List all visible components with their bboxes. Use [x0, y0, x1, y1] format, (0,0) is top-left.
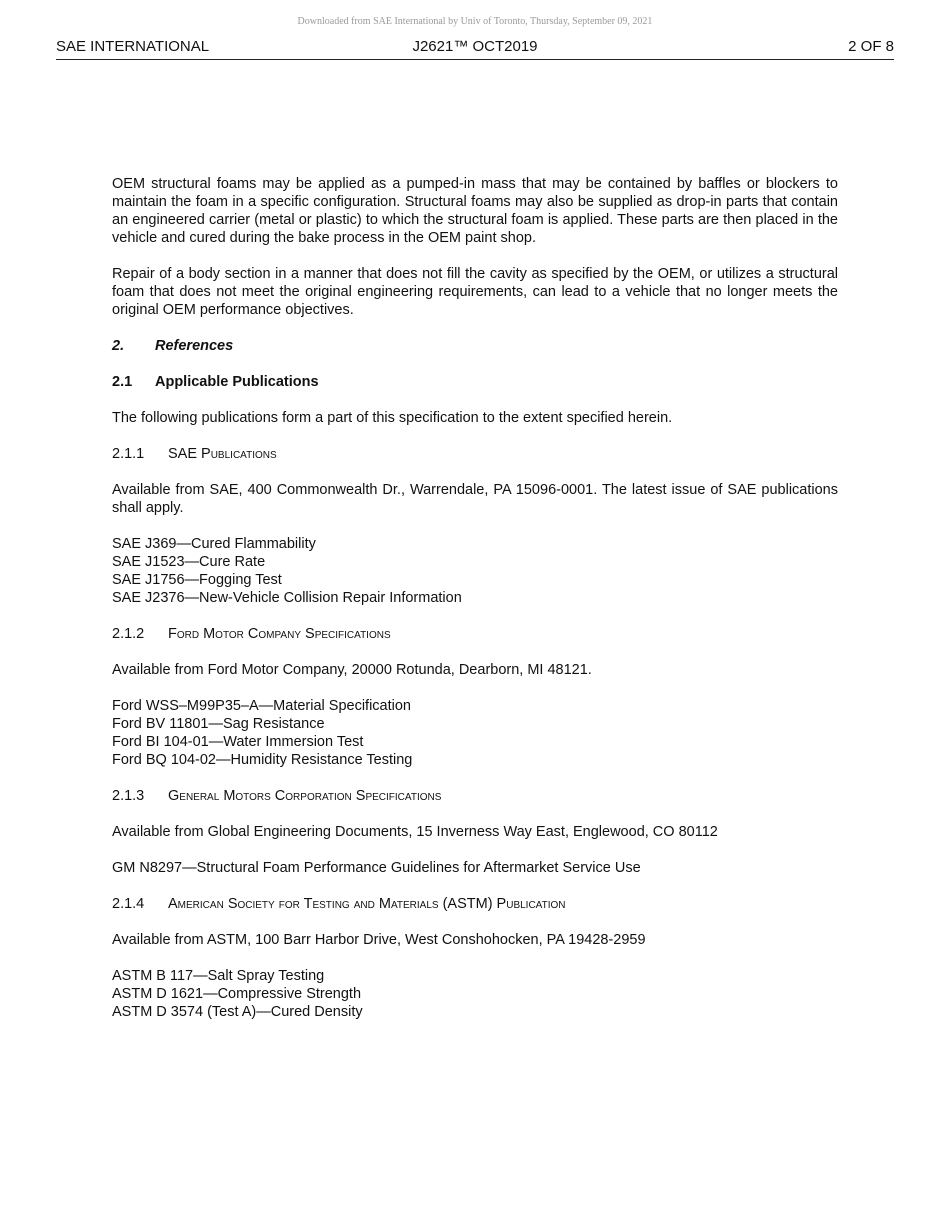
paragraph-repair: Repair of a body section in a manner that does not fill the cavity as specified by the OEM, or utilizes a structural foam that does not meet the original engineering requirements, can lead to a vehicle that no longer meets the original OEM performance objectives.	[112, 266, 838, 318]
header-document-id: J2621™ OCT2019	[412, 38, 538, 55]
list-item: Ford BI 104-01—Water Immersion Test	[112, 734, 364, 750]
list-item: ASTM D 3574 (Test A)—Cured Density	[112, 1004, 363, 1020]
paragraph-gm-availability: Available from Global Engineering Documents, 15 Inverness Way East, Englewood, CO 80112	[112, 824, 718, 840]
paragraph-oem-foams: OEM structural foams may be applied as a pumped-in mass that may be contained by baffles or blockers to maintain the foam in a specific configuration. Structural foams may also be supplied as drop-in parts that contain an engineered carrier (metal or plastic) to which the structural foam is applied. These parts are then placed in the vehicle and cured during the bake process in the OEM paint shop.	[112, 176, 838, 246]
download-watermark: Downloaded from SAE International by Univ of Toronto, Thursday, September 09, 2021	[297, 16, 653, 27]
list-item: ASTM B 117—Salt Spray Testing	[112, 968, 325, 984]
header-page-number: 2 OF 8	[848, 38, 894, 55]
document-body	[112, 175, 838, 1021]
section-number: 2.	[112, 338, 125, 354]
section-2-1-1-heading	[112, 445, 838, 463]
section-number: 2.1.2	[112, 626, 145, 642]
section-number: 2.1.4	[112, 896, 145, 912]
list-item: Ford BQ 104-02—Humidity Resistance Testing	[112, 752, 413, 768]
astm-reference-list	[112, 967, 838, 1021]
sae-reference-list	[112, 535, 838, 607]
section-2-1-2-heading	[112, 625, 838, 643]
section-2-1-3-heading	[112, 787, 838, 805]
section-2-1-4-heading	[112, 895, 838, 913]
list-item: GM N8297—Structural Foam Performance Guidelines for Aftermarket Service Use	[112, 860, 641, 876]
list-item: SAE J1523—Cure Rate	[112, 554, 266, 570]
ford-reference-list	[112, 697, 838, 769]
list-item: Ford BV 11801—Sag Resistance	[112, 716, 325, 732]
page-header	[56, 38, 894, 60]
list-item: SAE J2376—New-Vehicle Collision Repair Information	[112, 590, 462, 606]
paragraph-ford-availability: Available from Ford Motor Company, 20000 Rotunda, Dearborn, MI 48121.	[112, 662, 592, 678]
list-item: SAE J369—Cured Flammability	[112, 536, 316, 552]
paragraph-applicable: The following publications form a part of this specification to the extent specified herein.	[112, 410, 673, 426]
paragraph-astm-availability: Available from ASTM, 100 Barr Harbor Drive, West Conshohocken, PA 19428-2959	[112, 932, 646, 948]
list-item: ASTM D 1621—Compressive Strength	[112, 986, 362, 1002]
section-title: American Society for Testing and Materials (ASTM) Publication	[168, 896, 566, 912]
section-title: SAE Publications	[168, 446, 277, 462]
header-publisher: SAE INTERNATIONAL	[56, 38, 210, 55]
section-title: General Motors Corporation Specifications	[168, 788, 442, 804]
section-title: References	[155, 338, 234, 354]
list-item: Ford WSS–M99P35–A—Material Specification	[112, 698, 411, 714]
section-number: 2.1.3	[112, 788, 145, 804]
paragraph-sae-availability: Available from SAE, 400 Commonwealth Dr., Warrendale, PA 15096-0001. The latest issue of SAE publications shall apply.	[112, 482, 838, 516]
section-title: Ford Motor Company Specifications	[168, 626, 391, 642]
gm-reference-list	[112, 859, 838, 877]
section-2-heading	[112, 337, 838, 355]
section-title: Applicable Publications	[155, 374, 319, 390]
section-2-1-heading	[112, 373, 838, 391]
section-number: 2.1.1	[112, 446, 145, 462]
list-item: SAE J1756—Fogging Test	[112, 572, 282, 588]
section-number: 2.1	[112, 374, 133, 390]
